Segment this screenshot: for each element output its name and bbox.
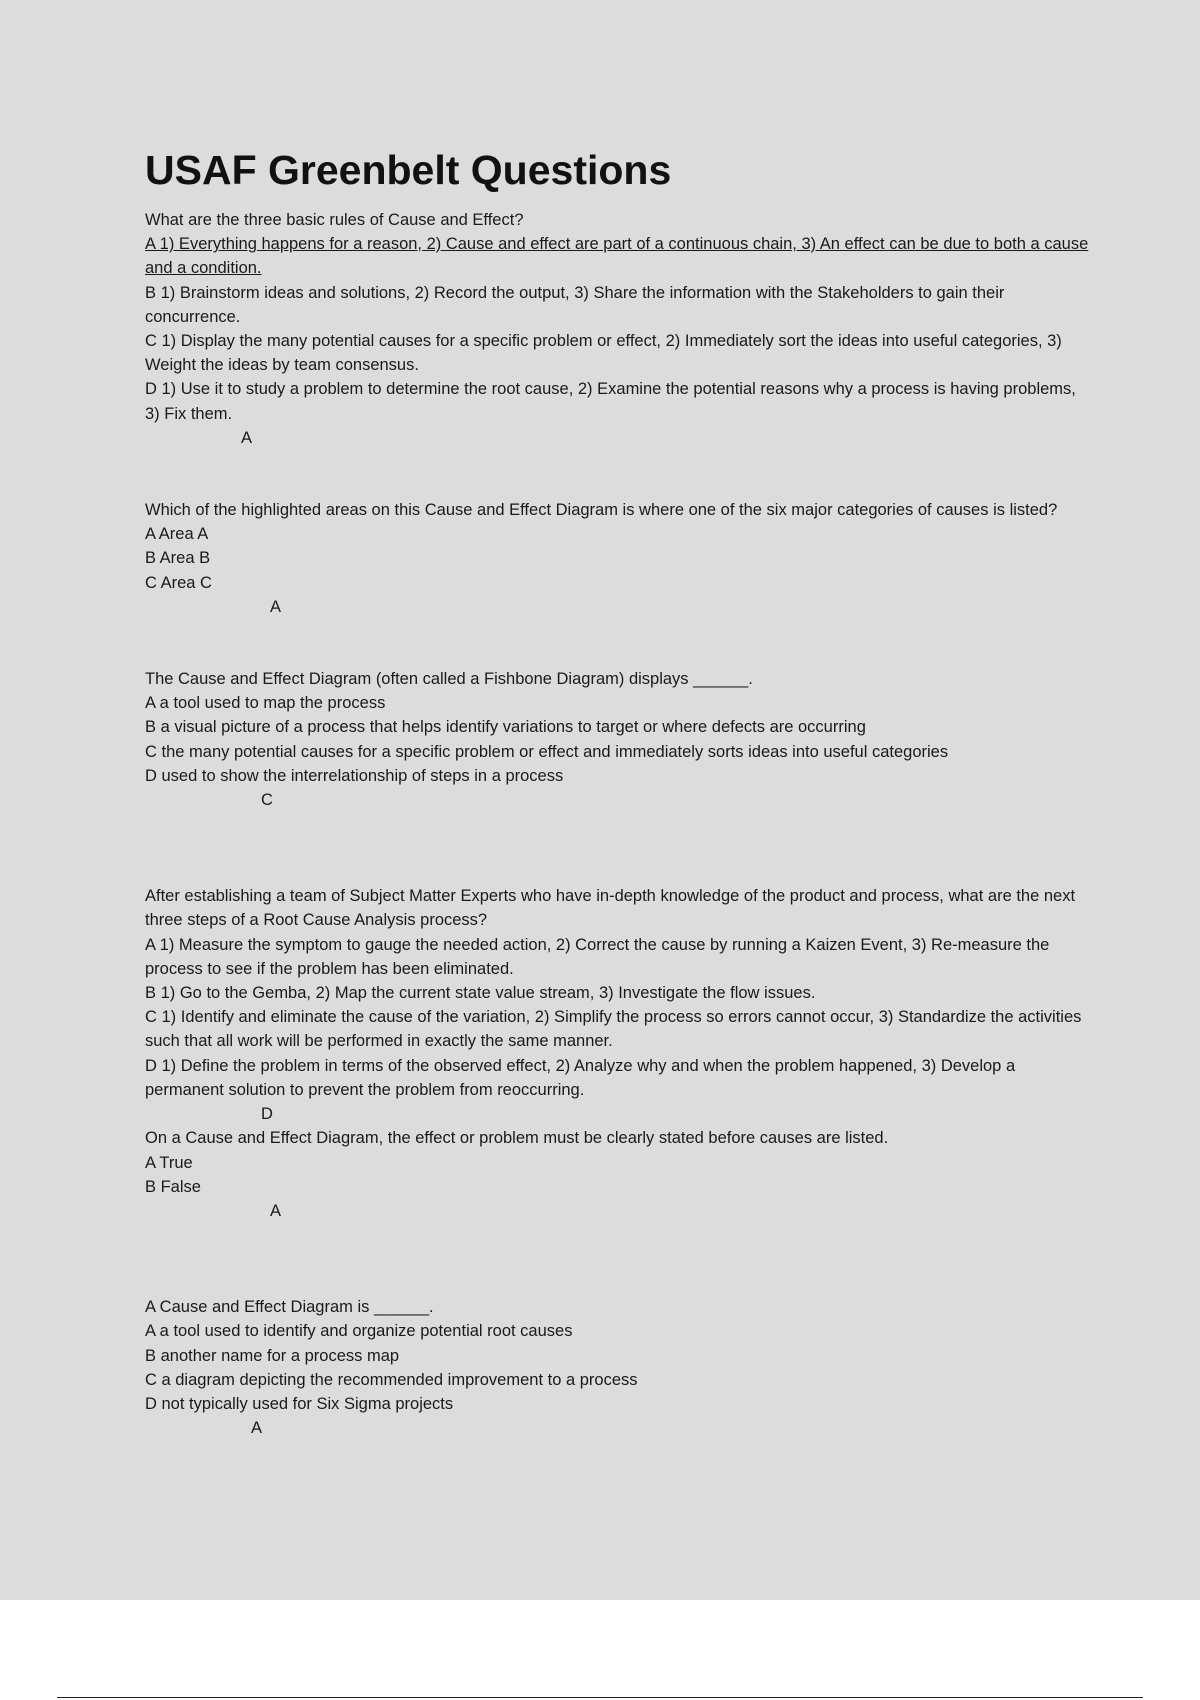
question-block-2 — [145, 498, 1090, 619]
answer-key: A — [270, 597, 282, 616]
question-text: The Cause and Effect Diagram (often called a Fishbone Diagram) displays ______. — [145, 670, 753, 689]
question-block-1 — [145, 208, 1090, 450]
question-text: What are the three basic rules of Cause and Effect? — [145, 211, 524, 229]
answer-key: A — [241, 428, 253, 447]
question-text: A Cause and Effect Diagram is ______. — [145, 1298, 434, 1317]
answer-key: A — [270, 1201, 282, 1220]
question-text: After establishing a team of Subject Matter Experts who have in-depth knowledge of the product and process, what are the next three steps of a Root Cause Analysis process? — [145, 887, 1076, 930]
option-b: B Area B — [145, 549, 211, 568]
question-text: On a Cause and Effect Diagram, the effect or problem must be clearly stated before causes are listed. — [145, 1129, 889, 1148]
option-a: A 1) Measure the symptom to gauge the needed action, 2) Correct the cause by running a Kaizen Event, 3) Re-measure the process to see if the problem has been eliminated. — [145, 935, 1050, 978]
option-c: C a diagram depicting the recommended improvement to a process — [145, 1370, 638, 1389]
option-c: C 1) Display the many potential causes for a specific problem or effect, 2) Immediately sort the ideas into useful categories, 3) Weight the ideas by team consensus. — [145, 332, 1062, 375]
document-content — [145, 140, 1090, 1440]
page-title: USAF Greenbelt Questions — [145, 147, 672, 193]
answer-key: C — [261, 791, 273, 810]
option-b: B another name for a process map — [145, 1346, 400, 1365]
option-d: D used to show the interrelationship of steps in a process — [145, 766, 564, 785]
option-b: B 1) Go to the Gemba, 2) Map the current state value stream, 3) Investigate the flow issues. — [145, 984, 816, 1003]
option-d: D 1) Use it to study a problem to determine the root cause, 2) Examine the potential reasons why a process is having problems, 3) Fix them. — [145, 380, 1076, 423]
option-d: D not typically used for Six Sigma projects — [145, 1394, 454, 1413]
option-c: C the many potential causes for a specific problem or effect and immediately sorts ideas into useful categories — [145, 742, 949, 761]
question-text: Which of the highlighted areas on this Cause and Effect Diagram is where one of the six major categories of causes is listed? — [145, 501, 1058, 520]
option-a: A True — [145, 1153, 193, 1172]
option-b: B a visual picture of a process that helps identify variations to target or where defects are occurring — [145, 718, 866, 737]
option-a: A 1) Everything happens for a reason, 2) Cause and effect are part of a continuous chain, 3) An effect can be due to both a cause and a condition. — [145, 235, 1089, 278]
option-a: A a tool used to identify and organize potential root causes — [145, 1322, 573, 1341]
answer-key: D — [261, 1105, 273, 1124]
question-block-5 — [145, 1126, 1090, 1223]
option-d: D 1) Define the problem in terms of the observed effect, 2) Analyze why and when the problem happened, 3) Develop a permanent solution to prevent the problem from reoccurring. — [145, 1056, 1016, 1099]
option-a: A Area A — [145, 525, 209, 544]
option-b: B False — [145, 1177, 201, 1196]
question-block-3 — [145, 667, 1090, 812]
option-c: C 1) Identify and eliminate the cause of the variation, 2) Simplify the process so errors cannot occur, 3) Standardize the activities such that all work will be performed in exactly the same manner. — [145, 1008, 1082, 1051]
option-c: C Area C — [145, 573, 212, 592]
footer-divider — [57, 1697, 1143, 1698]
question-block-4 — [145, 884, 1090, 1126]
option-a: A a tool used to map the process — [145, 694, 386, 713]
option-b: B 1) Brainstorm ideas and solutions, 2) Record the output, 3) Share the information with the Stakeholders to gain their concurrence. — [145, 283, 1005, 326]
answer-key: A — [251, 1419, 263, 1438]
question-block-6 — [145, 1295, 1090, 1440]
